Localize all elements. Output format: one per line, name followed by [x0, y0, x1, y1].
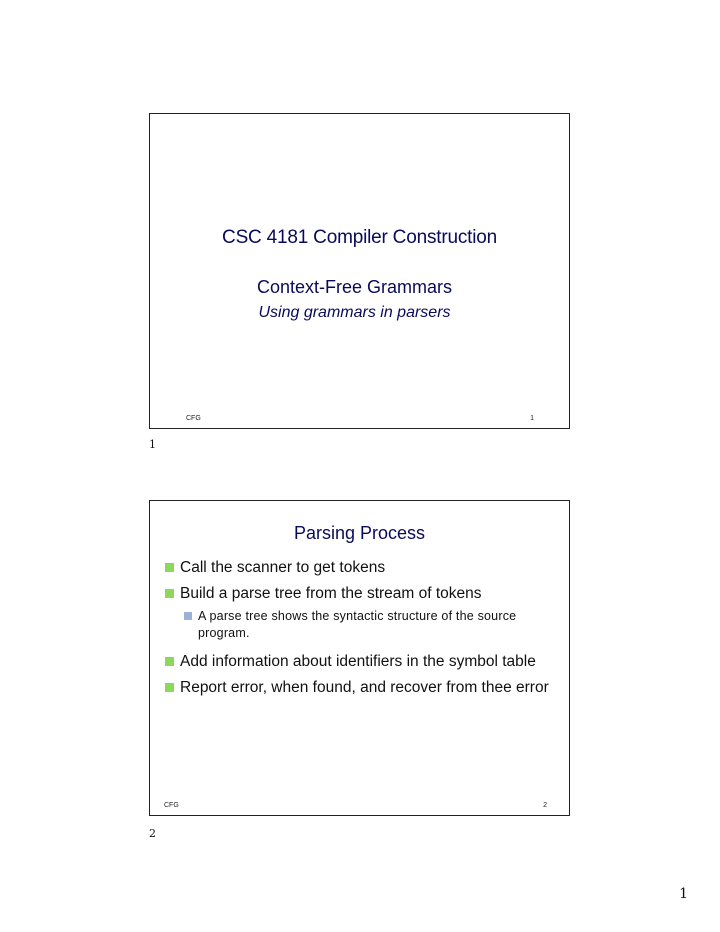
slide-2	[149, 500, 570, 816]
bullet-text: Call the scanner to get tokens	[180, 559, 386, 576]
sub-bullet-item	[162, 608, 562, 642]
bullet-square-icon	[165, 563, 174, 572]
slide-2-number: 2	[149, 827, 156, 840]
slide-1	[149, 113, 570, 429]
slide-2-title: Parsing Process	[293, 523, 426, 543]
bullet-text: Add information about identifiers in the symbol table	[180, 653, 536, 670]
sub-bullet-square-icon	[184, 612, 192, 620]
bullet-item	[162, 558, 562, 578]
slide-2-bullet-list	[162, 558, 562, 704]
bullet-item	[162, 652, 562, 672]
slide-1-subtitle-italic: Using grammars in parsers	[258, 304, 451, 321]
bullet-square-icon	[165, 657, 174, 666]
bullet-item	[162, 584, 562, 604]
slide-1-number: 1	[149, 438, 156, 451]
bullet-text: Report error, when found, and recover from thee error	[180, 679, 549, 696]
bullet-text: Build a parse tree from the stream of tokens	[180, 585, 482, 602]
bullet-square-icon	[165, 589, 174, 598]
page-number: 1	[679, 886, 688, 902]
slide-2-footer-number: 2	[543, 802, 547, 809]
slide-1-subtitle: Context-Free Grammars	[256, 277, 453, 297]
bullet-item	[162, 678, 562, 698]
slide-1-footer-number: 1	[530, 415, 534, 422]
slide-1-footer-label: CFG	[186, 415, 201, 422]
slide-2-footer-label: CFG	[164, 802, 179, 809]
sub-bullet-text: A parse tree shows the syntactic structure of the source program.	[198, 609, 517, 640]
slide-1-title: CSC 4181 Compiler Construction	[222, 227, 497, 248]
bullet-square-icon	[165, 683, 174, 692]
